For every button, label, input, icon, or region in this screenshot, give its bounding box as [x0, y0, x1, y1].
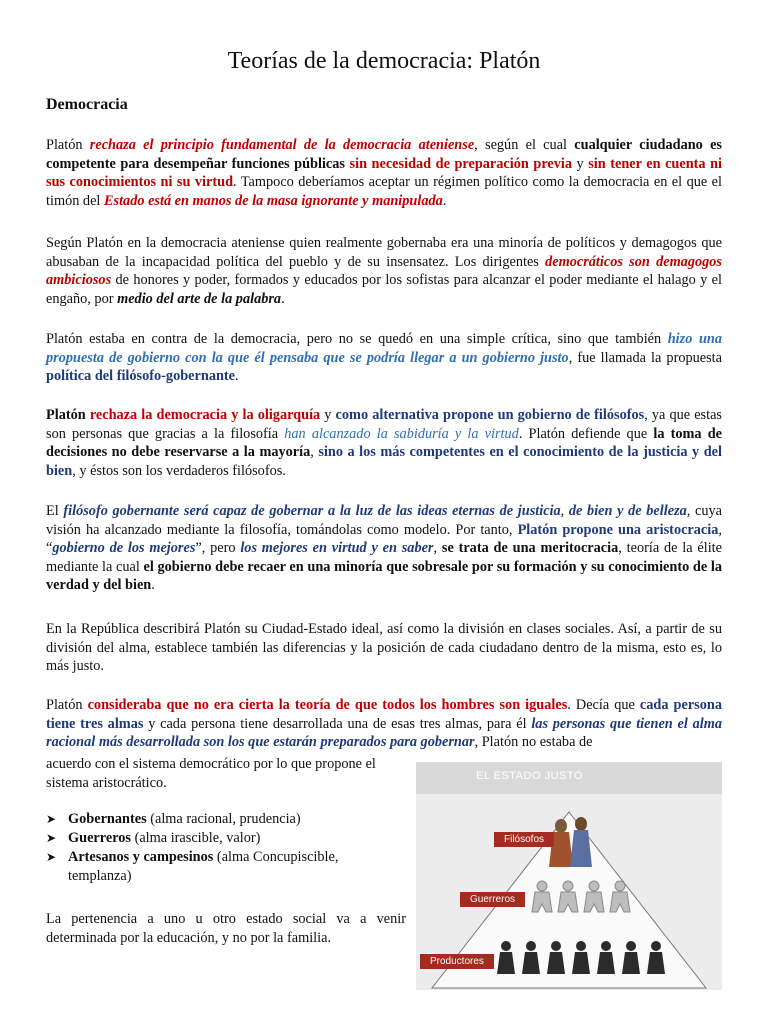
text-run: , “ — [46, 521, 722, 557]
paragraph-6: En la República describirá Platón su Ciudad-Estado ideal, así como la división en clases sociales. Así, a partir de su división del alma, establece también las diferencias y la posición de cada ciudadano dentro de la misma, esto es, lo más justo. — [46, 621, 722, 675]
text-run: . — [151, 577, 155, 594]
text-run: Platón estaba en contra de la democracia, pero no se quedó en una simple crítica, sino que también — [46, 331, 668, 347]
text-run: Platón — [46, 697, 88, 713]
text-run: sin necesidad de preparación previa — [349, 155, 573, 172]
text-run: democráticos son demagogos ambiciosos — [46, 253, 722, 289]
text-run: los mejores en virtud y en saber — [240, 540, 434, 557]
text-run: cada persona tiene tres almas — [46, 697, 722, 732]
paragraph-8: La pertenencia a uno u otro estado social va a venir determinada por la educación, y no por la familia. — [46, 911, 406, 946]
text-run: , teoría de la élite mediante la cual — [46, 540, 722, 575]
text-run: cualquier ciudadano es competente para desempeñar funciones públicas — [46, 137, 722, 172]
text-run: las personas que tienen el alma racional más desarrollada son los que estarán preparados para gobernar — [46, 715, 722, 751]
text-run: medio del arte de la palabra — [117, 290, 282, 307]
text-run: rechaza la democracia y la oligarquía — [89, 407, 321, 423]
text-run: sino a los más competentes en el conocimiento de la justicia y del bien — [46, 444, 722, 479]
list-item-desc: (alma irascible, valor) — [131, 830, 261, 846]
text-run: . Decía que — [567, 697, 640, 713]
text-run: se trata de una meritocracia — [441, 540, 619, 557]
text-run: . — [281, 290, 285, 307]
text-run: la toma de decisiones no debe reservarse a la mayoría — [46, 425, 722, 461]
text-run: , según el cual — [474, 137, 575, 153]
text-run: Platón — [46, 407, 86, 423]
list-item-desc: (alma Concupiscible, templanza) — [68, 849, 339, 884]
class-list — [46, 810, 376, 886]
paragraph-5 — [46, 502, 722, 595]
text-run: , ya que estas son personas que gracias a la filosofía — [46, 407, 722, 442]
text-run: política del filósofo-gobernante — [46, 368, 236, 385]
text-run: como alternativa propone un gobierno de filósofos — [335, 407, 645, 423]
list-item-term: Guerreros — [68, 830, 131, 846]
text-run: . Platón defiende que — [518, 425, 654, 442]
text-run: el gobierno debe recaer en una minoría que sobresale por su formación y su conocimiento de la verdad y del bien — [46, 558, 722, 594]
page-title: Teorías de la democracia: Platón — [227, 48, 541, 74]
text-run: sin tener en cuenta ni sus conocimientos ni su virtud — [46, 155, 723, 191]
text-run: , y éstos son los verdaderos filósofos. — [72, 462, 286, 479]
text-run: consideraba que no era cierta la teoría de que todos los hombres son iguales — [87, 697, 568, 713]
text-run: Platón — [46, 137, 90, 153]
text-run: . — [442, 192, 447, 209]
paragraph-3 — [46, 330, 722, 386]
list-item — [46, 810, 376, 829]
arrow-bullet-icon: ➤ — [46, 812, 57, 826]
paragraph-7-continued: acuerdo con el sistema democrático por lo que propone el sistema aristocrático. — [46, 756, 376, 791]
paragraph-4 — [46, 406, 722, 480]
arrow-bullet-icon: ➤ — [46, 850, 57, 864]
list-item — [46, 829, 376, 848]
text-run: han alcanzado la sabiduría y la virtud — [284, 425, 519, 442]
text-run: El — [46, 503, 64, 519]
section-heading: Democracia — [46, 96, 128, 113]
list-item — [46, 848, 376, 886]
text-run: gobierno de los mejores — [52, 540, 196, 557]
text-run: . — [235, 368, 239, 385]
text-run: Según Platón en la democracia ateniense quien realmente gobernaba era una minoría de políticos y demagogos que abusaban de la incapacidad política del pueblo y de su insensatez. Los dirigentes — [46, 235, 722, 270]
paragraph-1 — [46, 136, 722, 210]
label-guerreros: Guerreros — [460, 892, 525, 907]
text-run: , Platón no estaba de — [474, 734, 593, 751]
figure-title: EL ESTADO JUSTO — [476, 770, 583, 782]
arrow-bullet-icon: ➤ — [46, 831, 57, 845]
text-run: hizo una propuesta de gobierno con la que él pensaba que se podría llegar a un gobierno justo — [46, 331, 722, 366]
text-run: , — [433, 540, 442, 557]
text-run: , fue llamada la propuesta — [568, 349, 723, 366]
list-item-desc: (alma racional, prudencia) — [146, 811, 301, 827]
text-run: , — [560, 503, 569, 519]
text-run: filósofo gobernante será capaz de gobernar a la luz de las ideas eternas de justicia — [63, 503, 561, 519]
text-run: y — [572, 155, 589, 172]
estado-justo-figure — [416, 762, 722, 990]
list-item-term: Artesanos y campesinos — [68, 849, 214, 865]
label-productores: Productores — [420, 954, 494, 969]
label-filosofos: Filósofos — [494, 832, 554, 847]
text-run: de bien y de belleza — [568, 503, 687, 519]
text-run: y cada persona tiene desarrollada una de esas tres almas, para él — [143, 715, 532, 732]
list-item-term: Gobernantes — [68, 811, 147, 827]
text-run: Platón propone una aristocracia — [517, 521, 719, 538]
text-run: , cuya visión ha alcanzado mediante la filosofía, tomándolas como modelo. Por tanto, — [46, 503, 723, 538]
text-run: rechaza el principio fundamental de la democracia ateniense — [89, 137, 475, 153]
paragraph-7 — [46, 696, 722, 752]
text-run: . Tampoco deberíamos aceptar un régimen político como la democracia en el que el timón del — [46, 174, 722, 209]
paragraph-2 — [46, 234, 722, 308]
text-run: y — [320, 407, 336, 423]
text-run: Estado está en manos de la masa ignorante y manipulada — [103, 192, 443, 209]
text-run: de honores y poder, formados y educados por los sofistas para alcanzar el poder mediante el halago y el engaño, por — [46, 272, 722, 307]
text-run: , — [310, 444, 319, 461]
text-run: ”, pero — [195, 540, 241, 557]
